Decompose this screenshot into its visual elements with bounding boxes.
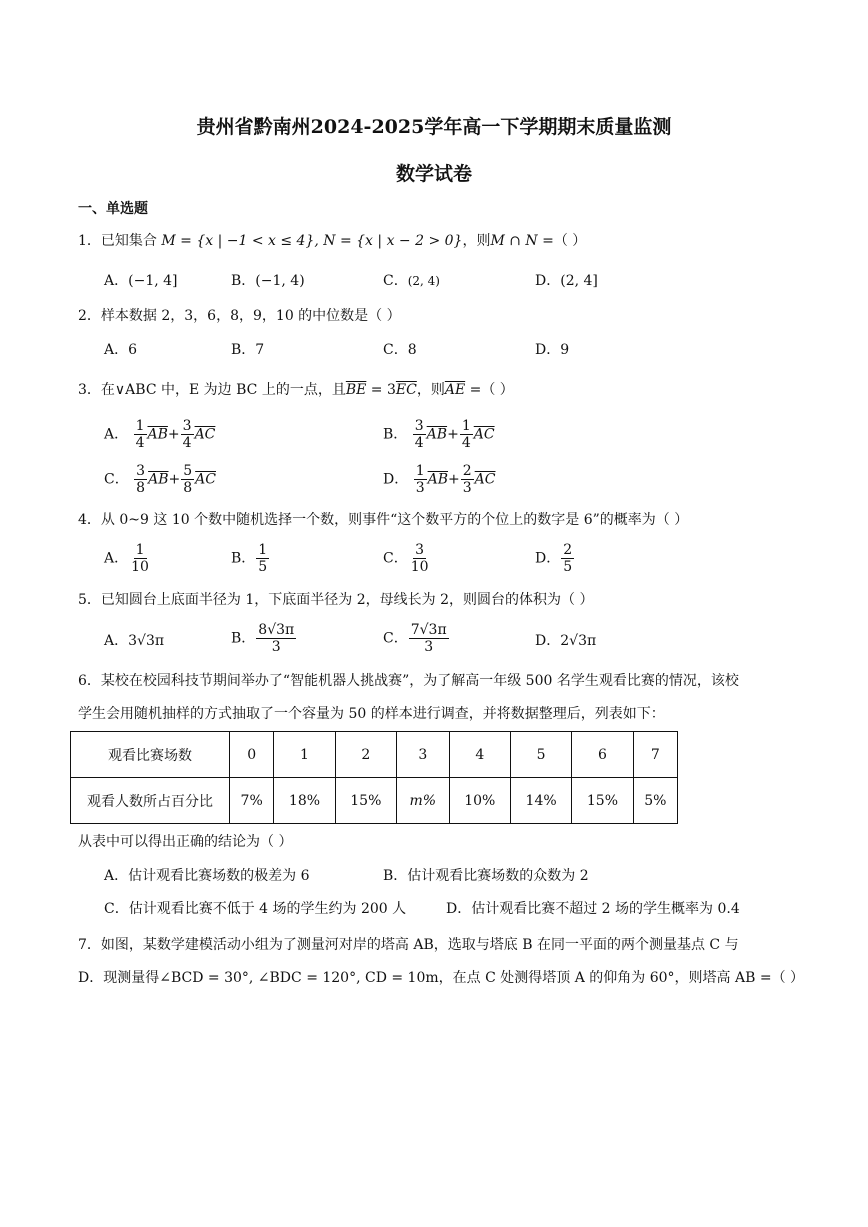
denominator: 8 — [136, 480, 146, 497]
page-title: 贵州省黔南州2024-2025学年高一下学期期末质量监测 — [196, 116, 672, 138]
option-letter: D． — [446, 901, 472, 917]
fraction — [256, 542, 269, 575]
table-cell: 6 — [572, 732, 633, 778]
denominator: 4 — [461, 435, 471, 452]
table-cell: 2 — [335, 732, 396, 778]
table-cell: 4 — [449, 732, 510, 778]
plus-sign: + — [168, 471, 181, 488]
section-heading: 一、单选题 — [78, 201, 148, 217]
question-2 — [78, 308, 401, 325]
set-definition: M = {x | −1 < x ≤ 4}, N = {x | x − 2 > 0} — [161, 233, 463, 249]
question-text: ，则 — [416, 382, 445, 398]
option-1b[interactable] — [231, 273, 305, 290]
option-value: (2, 4] — [560, 273, 598, 289]
denominator: 3 — [424, 639, 434, 656]
question-text: 样本数据 2，3，6，8，9，10 的中位数是（ ） — [100, 308, 401, 324]
question-number: 6． — [78, 673, 101, 689]
equals-sign: = 3 — [366, 382, 396, 398]
denominator: 10 — [131, 559, 149, 576]
option-value: (−1, 4] — [128, 273, 178, 289]
fraction — [134, 463, 147, 496]
option-letter: D． — [535, 273, 561, 289]
question-text: 在∨ABC 中，E 为边 BC 上的一点，且 — [100, 382, 346, 398]
option-value: 2√3π — [560, 633, 597, 649]
question-7 — [78, 937, 739, 954]
option-3b[interactable] — [383, 418, 495, 451]
fraction — [461, 463, 474, 496]
option-5d[interactable] — [535, 633, 596, 650]
question-1 — [78, 233, 586, 250]
table-cell: 10% — [449, 778, 510, 824]
option-letter: D． — [383, 471, 409, 488]
option-6d[interactable] — [446, 901, 740, 918]
question-number: 5． — [78, 592, 101, 608]
option-6c[interactable] — [104, 901, 406, 918]
option-letter: D． — [535, 550, 561, 567]
option-letter: A． — [104, 633, 129, 649]
vector-ae: $\overline{AE}$ — [444, 382, 466, 398]
denominator: 3 — [462, 480, 472, 497]
numerator: 3 — [415, 542, 425, 558]
option-letter: A． — [104, 426, 129, 443]
vector-ac: $\overline{AC}$ — [473, 426, 495, 443]
plus-sign: + — [447, 426, 459, 443]
option-5c[interactable] — [383, 622, 450, 655]
denominator: 3 — [415, 480, 425, 497]
option-letter: B． — [231, 550, 256, 567]
table-row — [71, 778, 678, 824]
numerator: 1 — [135, 418, 145, 434]
table-cell: 15% — [572, 778, 633, 824]
option-3a[interactable] — [104, 418, 215, 451]
fraction — [413, 418, 426, 451]
table-cell: 14% — [510, 778, 571, 824]
data-table — [70, 731, 678, 824]
option-letter: D． — [535, 342, 561, 358]
denominator: 3 — [271, 639, 281, 656]
vector-ac: $\overline{AC}$ — [195, 471, 216, 488]
numerator: 1 — [415, 463, 425, 479]
numerator: 7√3π — [410, 622, 447, 638]
numerator: 1 — [135, 542, 145, 558]
option-letter: C． — [104, 471, 129, 488]
numerator: 3 — [136, 463, 146, 479]
option-5b[interactable] — [231, 622, 297, 655]
answer-paren: （ ） — [553, 233, 587, 249]
option-value: 估计观看比赛场数的众数为 2 — [407, 868, 589, 884]
option-letter: C． — [383, 342, 408, 358]
question-text: 已知圆台上底面半径为 1，下底面半径为 2，母线长为 2，则圆台的体积为（ ） — [100, 592, 594, 608]
denominator: 10 — [410, 559, 429, 576]
option-2d[interactable] — [535, 342, 569, 359]
option-6b[interactable] — [383, 868, 589, 885]
question-number: 1． — [78, 233, 101, 249]
option-value: 9 — [560, 342, 570, 358]
question-text: 某校在校园科技节期间举办了“智能机器人挑战赛”，为了解高一年级 500 名学生观看比赛的情况，该校 — [100, 673, 739, 689]
option-3c[interactable] — [104, 463, 216, 496]
numerator: 2 — [462, 463, 472, 479]
fraction — [460, 418, 473, 451]
question-6-prompt: 从表中可以得出正确的结论为（ ） — [78, 834, 293, 850]
question-6 — [78, 673, 739, 690]
option-value: 7 — [255, 342, 265, 358]
option-4b[interactable] — [231, 542, 270, 575]
numerator: 8√3π — [258, 622, 295, 638]
option-letter: B． — [383, 426, 408, 443]
fraction — [134, 418, 147, 451]
question-5 — [78, 592, 593, 609]
vector-ac: $\overline{AC}$ — [194, 426, 216, 443]
option-value: 8 — [407, 342, 417, 358]
question-number: 7． — [78, 937, 101, 953]
fraction — [561, 542, 574, 575]
option-letter: B． — [231, 630, 256, 647]
numerator: 3 — [182, 418, 192, 434]
option-1d[interactable] — [535, 273, 598, 290]
vector-ab: $\overline{AB}$ — [426, 426, 448, 443]
option-3d[interactable] — [383, 463, 496, 496]
option-letter: B． — [231, 342, 256, 358]
fraction — [181, 463, 194, 496]
table-cell: 15% — [335, 778, 396, 824]
option-value: (2, 4) — [407, 274, 440, 288]
set-intersection: M ∩ N = — [490, 233, 554, 249]
denominator: 4 — [182, 435, 192, 452]
option-1a[interactable] — [104, 273, 178, 290]
option-value: 估计观看比赛不低于 4 场的学生约为 200 人 — [128, 901, 407, 917]
fraction — [129, 542, 151, 575]
option-letter: C． — [104, 901, 129, 917]
option-4d[interactable] — [535, 542, 575, 575]
question-text: 从 0~9 这 10 个数中随机选择一个数，则事件“这个数平方的个位上的数字是 6”的概率为（ ） — [100, 512, 689, 528]
option-letter: A． — [104, 342, 129, 358]
option-value: 估计观看比赛不超过 2 场的学生概率为 0.4 — [471, 901, 740, 917]
question-4 — [78, 512, 688, 529]
page-subtitle: 数学试卷 — [395, 163, 472, 185]
answer-paren: =（ ） — [465, 382, 514, 398]
option-letter: A． — [104, 868, 129, 884]
question-7-line2: D．现测量得∠BCD = 30°, ∠BDC = 120°, CD = 10m，在点 C 处测得塔顶 A 的仰角为 60°，则塔高 AB =（ ） — [78, 970, 805, 986]
vector-ab: $\overline{AB}$ — [427, 471, 449, 488]
numerator: 1 — [258, 542, 268, 558]
question-text: 已知集合 — [100, 233, 157, 249]
table-cell: 18% — [274, 778, 335, 824]
option-letter: C． — [383, 630, 408, 647]
option-letter: B． — [231, 273, 256, 289]
plus-sign: + — [167, 426, 180, 443]
numerator: 1 — [461, 418, 471, 434]
table-cell: m% — [396, 778, 449, 824]
option-value: (−1, 4) — [255, 273, 305, 289]
question-6-line2: 学生会用随机抽样的方式抽取了一个容量为 50 的样本进行调查，并将数据整理后，列表如下： — [78, 706, 665, 722]
option-2a[interactable] — [104, 342, 137, 359]
fraction — [409, 622, 449, 655]
option-letter: A． — [104, 550, 129, 567]
question-3 — [78, 382, 514, 399]
row-header: 观看人数所占百分比 — [71, 778, 230, 824]
denominator: 8 — [183, 480, 193, 497]
table-cell: 7% — [230, 778, 274, 824]
question-number: 2． — [78, 308, 101, 324]
option-letter: C． — [383, 550, 408, 567]
table-row — [71, 732, 678, 778]
denominator: 5 — [563, 559, 573, 576]
vector-ab: $\overline{AB}$ — [147, 426, 168, 443]
option-2c[interactable] — [383, 342, 417, 359]
vector-ec: $\overline{EC}$ — [395, 382, 417, 398]
vector-be: $\overline{BE}$ — [345, 382, 367, 398]
option-value: 估计观看比赛场数的极差为 6 — [128, 868, 310, 884]
option-5a[interactable] — [104, 633, 164, 650]
fraction — [409, 542, 431, 575]
vector-ac: $\overline{AC}$ — [474, 471, 496, 488]
option-1c[interactable] — [383, 273, 440, 290]
denominator: 5 — [258, 559, 268, 576]
plus-sign: + — [448, 471, 460, 488]
option-6a[interactable] — [104, 868, 309, 885]
option-letter: C． — [383, 273, 408, 289]
fraction — [414, 463, 427, 496]
option-4c[interactable] — [383, 542, 432, 575]
option-letter: A． — [104, 273, 129, 289]
table-cell: 5 — [510, 732, 571, 778]
option-value: 6 — [128, 342, 138, 358]
table-cell: 0 — [230, 732, 274, 778]
fraction — [181, 418, 194, 451]
table-cell: 3 — [396, 732, 449, 778]
option-value: 3√3π — [128, 633, 165, 649]
vector-ab: $\overline{AB}$ — [148, 471, 169, 488]
table-cell: 7 — [633, 732, 677, 778]
option-letter: D． — [535, 633, 561, 649]
table-cell: 1 — [274, 732, 335, 778]
question-number: 3． — [78, 382, 101, 398]
denominator: 4 — [414, 435, 424, 452]
option-2b[interactable] — [231, 342, 264, 359]
option-4a[interactable] — [104, 542, 152, 575]
denominator: 4 — [135, 435, 145, 452]
question-text: 如图，某数学建模活动小组为了测量河对岸的塔高 AB，选取与塔底 B 在同一平面的两个测量基点 C 与 — [100, 937, 739, 953]
numerator: 3 — [414, 418, 424, 434]
row-header: 观看比赛场数 — [71, 732, 230, 778]
table-cell: 5% — [633, 778, 677, 824]
option-letter: B． — [383, 868, 408, 884]
numerator: 5 — [183, 463, 193, 479]
question-text: ，则 — [462, 233, 491, 249]
numerator: 2 — [563, 542, 573, 558]
fraction — [256, 622, 296, 655]
question-number: 4． — [78, 512, 101, 528]
